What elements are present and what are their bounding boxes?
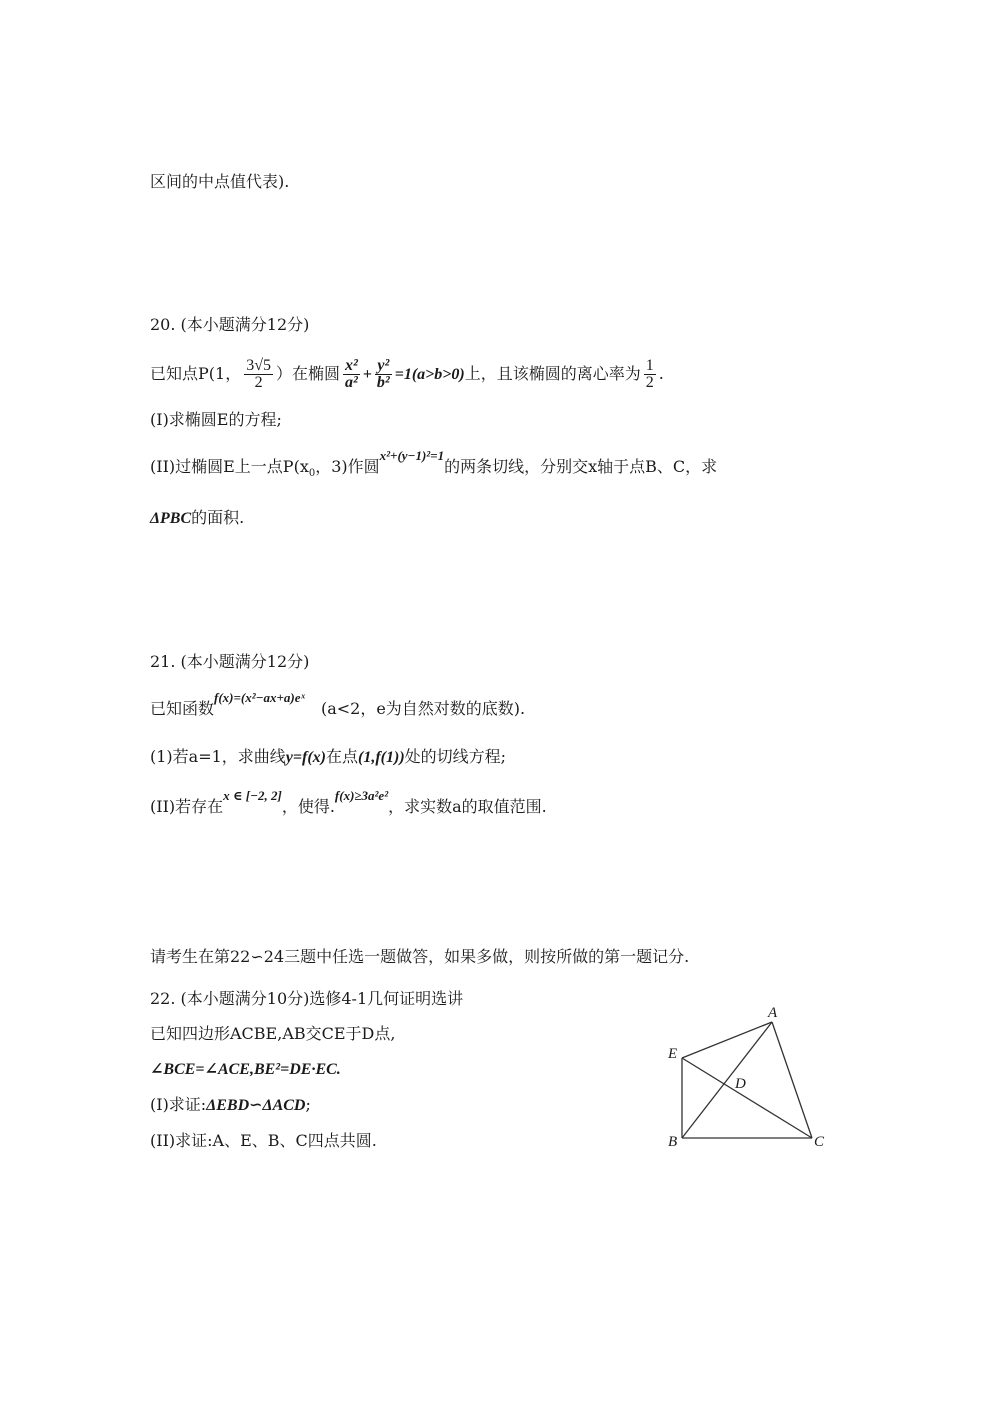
diagonal-EC (682, 1058, 812, 1138)
ellipse-y-term (375, 358, 392, 391)
label-A: A (768, 1005, 778, 1021)
triangle-pbc: ΔPBC (150, 510, 192, 527)
q21-p2-c: ，求实数a的取值范围. (388, 797, 547, 816)
similar-triangles: ΔEBD∽ΔACD (206, 1097, 306, 1114)
ellipse-y-den: b² (376, 374, 390, 391)
figure-lines (682, 1022, 812, 1138)
q22-p1-a: (Ⅰ)求证: (150, 1095, 207, 1114)
q20-part2-cont (150, 506, 244, 531)
q20-p2-a: (II)过椭圆E上一点P(x (150, 457, 309, 476)
q20-header: 20. (本小题满分12分) (150, 315, 310, 334)
q21-part1 (150, 745, 506, 770)
label-D: D (735, 1076, 746, 1092)
inequality: f(x)≥3a²e² (334, 788, 389, 803)
q20-p2-c: 的两条切线，分别交x轴于点B、C，求 (444, 457, 718, 476)
ecc-num: 1 (645, 357, 654, 374)
q20-p2-sub: 0 (308, 468, 316, 480)
tangent-point: (1,f(1)) (358, 749, 405, 766)
ellipse-x-term (343, 358, 360, 391)
q20-part2 (150, 448, 718, 486)
ellipse-rhs: =1(a>b>0) (394, 366, 465, 383)
label-B: B (668, 1134, 678, 1150)
ecc-den: 2 (645, 374, 654, 391)
eccentricity-fraction (644, 358, 656, 391)
q20-text-c: 上，且该椭圆的离心率为 (464, 364, 641, 383)
point-y-num: 3√5 (246, 357, 271, 374)
q21-p1-c: 处的切线方程; (404, 747, 507, 766)
q20-text-end: . (658, 364, 664, 383)
q21-p1-a: (1)若a=1，求曲线 (150, 747, 286, 766)
curve-eq: y=f(x) (285, 749, 326, 766)
q21-part2 (150, 788, 547, 820)
interval: x ∈ [−2, 2] (223, 788, 282, 803)
ellipse-y-num: y² (375, 358, 392, 375)
label-E: E (668, 1046, 678, 1062)
intro-text: 区间的中点值代表). (150, 172, 290, 191)
label-C: C (814, 1134, 825, 1150)
q20-p2-b: ，3)作圆 (315, 457, 380, 476)
edge-AC (772, 1022, 812, 1138)
q21-statement (150, 690, 526, 722)
q22-angles (150, 1057, 341, 1082)
angle-equation: ∠BCE=∠ACE,BE²=DE·EC. (150, 1061, 341, 1078)
ellipse-x-num: x² (345, 357, 358, 374)
ellipse-x-den: a² (345, 374, 358, 391)
q20-p2-d: 的面积. (191, 508, 245, 527)
q21-p1-b: 在点 (326, 747, 359, 766)
point-y-den: 2 (254, 374, 263, 391)
quadrilateral-figure (660, 1000, 840, 1160)
q22-given: 已知四边形ACBE,AB交CE于D点, (150, 1024, 396, 1043)
q21-text-a: 已知函数 (150, 699, 215, 718)
q20-statement (150, 358, 664, 391)
q21-text-b: (a<2，e为自然对数的底数). (320, 699, 526, 718)
q22-p1-b: ; (305, 1095, 311, 1114)
q22-part2: (II)求证:A、E、B、C四点共圆. (150, 1131, 377, 1150)
q20-text-b: ）在椭圆 (275, 364, 340, 383)
ellipse-plus: + (362, 366, 372, 383)
function-def: f(x)=(x²−ax+a)eˣ (214, 690, 305, 705)
circle-equation: x²+(y−1)²=1 (379, 448, 445, 463)
q21-p2-a: (ⅠⅠ)若存在 (150, 797, 224, 816)
q22-part1 (150, 1093, 311, 1118)
q20-text-a: 已知点P(1， (150, 364, 242, 383)
q21-header: 21. (本小题满分12分) (150, 652, 310, 671)
point-y-fraction (244, 358, 273, 391)
q21-p2-b: ，使得. (281, 797, 335, 816)
q22-header: 22. (本小题满分10分)选修4-1几何证明选讲 (150, 989, 464, 1008)
instruction-text: 请考生在第22∽24三题中任选一题做答，如果多做，则按所做的第一题记分. (150, 947, 690, 966)
q20-part1: (Ⅰ)求椭圆E的方程; (150, 410, 282, 429)
